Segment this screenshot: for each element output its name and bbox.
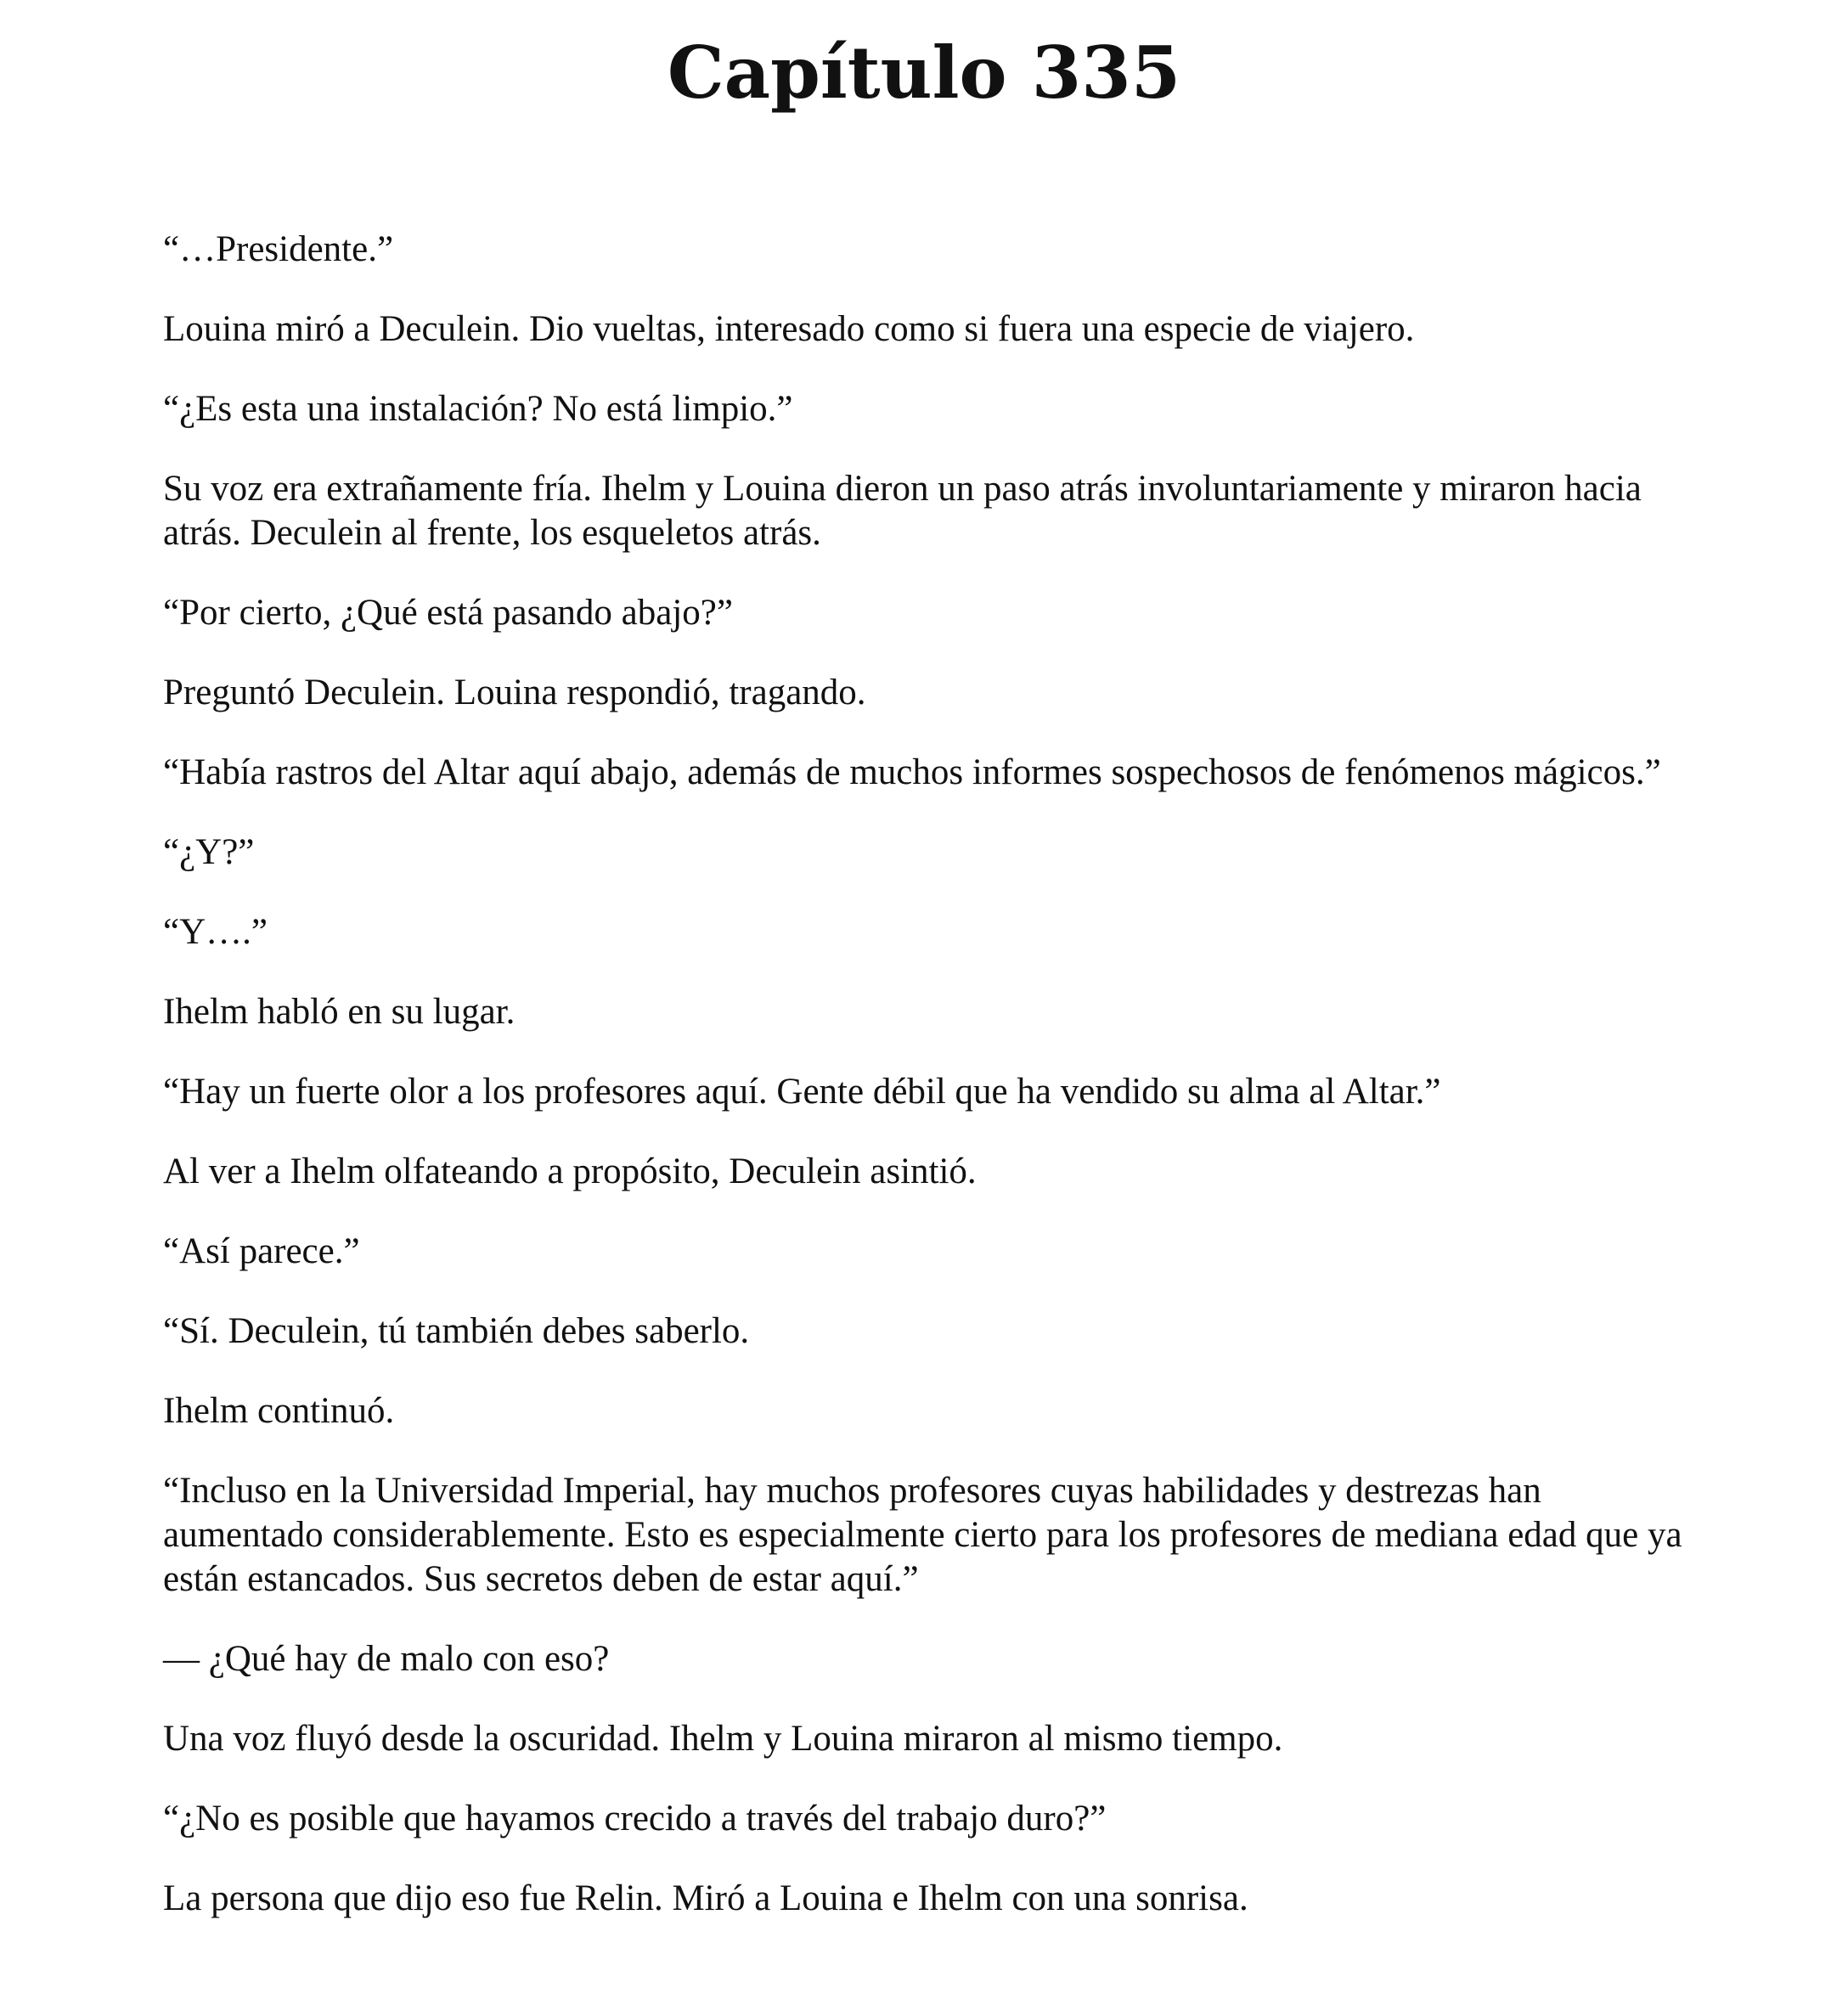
paragraph: “…Presidente.”	[163, 229, 394, 269]
paragraph: “Hay un fuerte olor a los profesores aquí. Gente débil que ha vendido su alma al Altar.”	[163, 1072, 1441, 1112]
paragraph: Preguntó Deculein. Louina respondió, tragando.	[163, 673, 866, 712]
paragraph: “¿No es posible que hayamos crecido a través del trabajo duro?”	[163, 1799, 1107, 1839]
paragraph: “¿Y?”	[163, 832, 255, 872]
paragraph: “Incluso en la Universidad Imperial, hay muchos profesores cuyas habilidades y destrezas han aumentado considerablemente. Esto es especialmente cierto para los profesores de mediana edad que ya están estancados. Sus secretos deben de estar aquí.”	[163, 1471, 1682, 1599]
paragraph: “Y….”	[163, 912, 268, 952]
paragraph: “Por cierto, ¿Qué está pasando abajo?”	[163, 593, 733, 633]
paragraph: Una voz fluyó desde la oscuridad. Ihelm y Louina miraron al mismo tiempo.	[163, 1719, 1283, 1759]
paragraph: “Sí. Deculein, tú también debes saberlo.	[163, 1311, 750, 1351]
chapter-title: Capítulo 335	[667, 31, 1181, 115]
paragraph: Su voz era extrañamente fría. Ihelm y Louina dieron un paso atrás involuntariamente y miraron hacia atrás. Deculein al frente, los esqueletos atrás.	[163, 469, 1642, 553]
paragraph: La persona que dijo eso fue Relin. Miró a Louina e Ihelm con una sonrisa.	[163, 1878, 1248, 1918]
paragraph: “¿Es esta una instalación? No está limpio.”	[163, 389, 793, 429]
paragraph: “Así parece.”	[163, 1231, 360, 1271]
paragraph: “Había rastros del Altar aquí abajo, además de muchos informes sospechosos de fenómenos mágicos.”	[163, 752, 1661, 792]
paragraph: Louina miró a Deculein. Dio vueltas, interesado como si fuera una especie de viajero.	[163, 309, 1415, 349]
paragraph: — ¿Qué hay de malo con eso?	[163, 1639, 610, 1679]
paragraph: Al ver a Ihelm olfateando a propósito, Deculein asintió.	[163, 1152, 977, 1191]
paragraph: Ihelm habló en su lugar.	[163, 992, 516, 1032]
chapter-body	[163, 228, 1692, 1957]
paragraph: Ihelm continuó.	[163, 1391, 395, 1431]
